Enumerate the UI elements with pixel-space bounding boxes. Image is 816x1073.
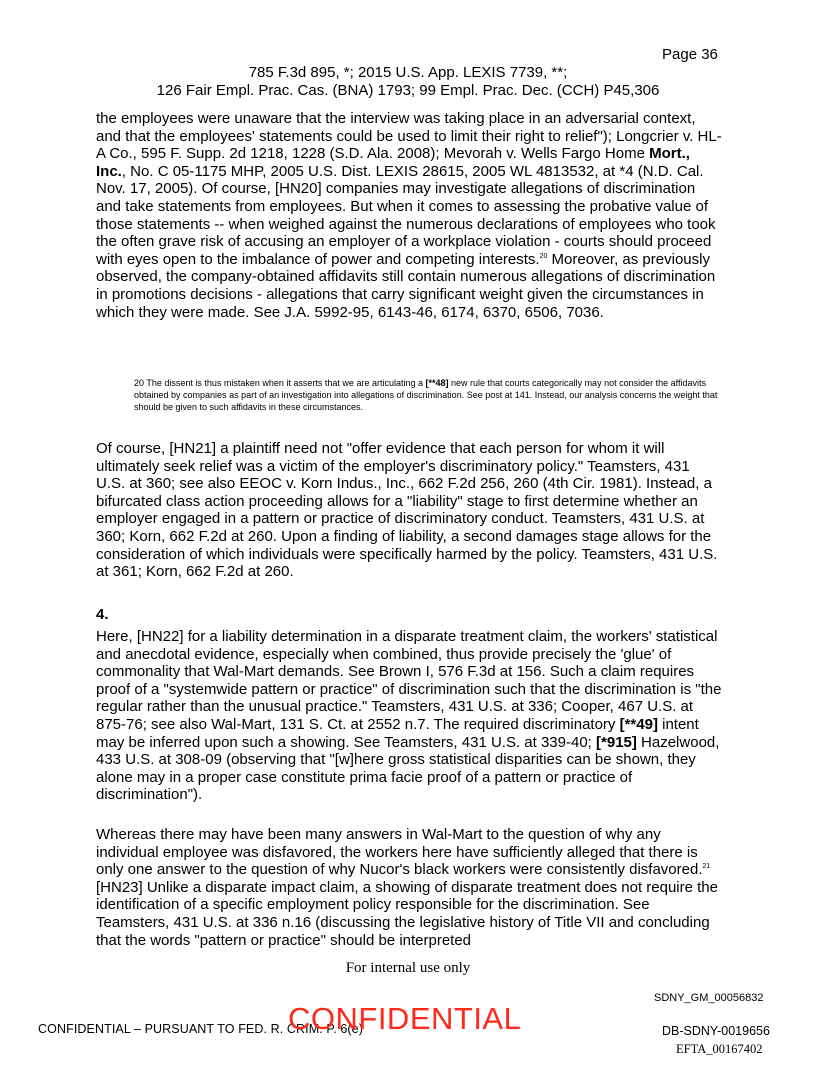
- footnote-20: [134, 377, 720, 413]
- footnote-text-a: 20 The dissent is thus mistaken when it asserts that we are articulating a: [134, 378, 426, 388]
- internal-use-notice: For internal use only: [345, 960, 471, 976]
- paragraph-4: [96, 826, 722, 949]
- star-page-48: [**48]: [425, 378, 449, 388]
- paragraph-4-text-b: [HN23] Unlike a disparate impact claim, a showing of disparate treatment does not require the identification of a specific employment policy responsible for the discrimination. See Teamsters, 431 U.S. at 336 n.16 (discussing the legislative history of Title VII and concluding that the words "pattern or practice" should be interpreted: [96, 878, 718, 949]
- paragraph-1-text-a: the employees were unaware that the interview was taking place in an adversarial context, and that the employees' statements could be used to limit their right to relief"); Longcrier v. HL-A Co., 595 F. Supp. 2d 1218, 1228 (S.D. Ala. 2008); Mevorah v. Wells Fargo Home: [96, 110, 722, 163]
- page-number: Page 36: [662, 46, 718, 63]
- star-page-915: [*915]: [596, 733, 637, 751]
- paragraph-3-text-b: intent may be inferred upon such a showing. See Teamsters, 431 U.S. at 339-40;: [96, 715, 699, 751]
- citation-line-1: 785 F.3d 895, *; 2015 U.S. App. LEXIS 7739, **;: [248, 64, 568, 81]
- footnote-text-b: new rule that courts categorically may not consider the affidavits obtained by companies as part of an investigation into allegations of discrimination. See post at 141. Instead, our analysis concerns the weight that should be given to such affidavits in these circumstances.: [134, 378, 718, 412]
- paragraph-4-text-a: Whereas there may have been many answers in Wal-Mart to the question of why any individual employee was disfavored, the workers here have sufficiently alleged that there is only one answer to the question of why Nucor's black workers were consistently disfavored.: [96, 826, 703, 879]
- bates-number-bottom: DB-SDNY-0019656: [662, 1024, 770, 1038]
- footnote-ref-21[interactable]: 21: [702, 863, 711, 871]
- paragraph-2: [96, 440, 722, 581]
- paragraph-3-text-a: Here, [HN22] for a liability determination in a disparate treatment claim, the workers' statistical and anecdotal evidence, especially when combined, thus provide precisely the 'glue' of commonality that Wal-Mart demands. See Brown I, 576 F.3d at 156. Such a claim requires proof of a "systemwide pattern or practice" of discrimination such that the discrimination is "the regular rather than the unusual practice." Teamsters, 431 U.S. at 336; Cooper, 467 U.S. at 875-76; see also Wal-Mart, 131 S. Ct. at 2552 n.7. The required discriminatory: [96, 628, 722, 733]
- case-name-bold: Mort., Inc.: [96, 145, 690, 180]
- efta-number: EFTA_00167402: [676, 1042, 763, 1056]
- paragraph-1-text-c: Moreover, as previously observed, the company-obtained affidavits still contain numerous allegations of discrimination in promotions decisions - allegations that carry significant weight given the circumstances in which they were made. See J.A. 5992-95, 6143-46, 6174, 6370, 6506, 7036.: [96, 250, 716, 321]
- footnote-ref-20[interactable]: 20: [539, 252, 548, 260]
- confidential-notice: CONFIDENTIAL – PURSUANT TO FED. R. CRIM. P. 6(e): [38, 1022, 363, 1036]
- confidential-stamp: CONFIDENTIAL: [288, 1001, 522, 1036]
- paragraph-3-text-c: Hazelwood, 433 U.S. at 308-09 (observing that "[w]here gross statistical disparities can be shown, they alone may in a proper case constitute prima facie proof of a pattern or practice of discrimination").: [96, 733, 720, 804]
- bates-number-top: SDNY_GM_00056832: [654, 992, 764, 1004]
- section-heading: 4.: [96, 606, 109, 623]
- paragraph-1-text-b: , No. C 05-1175 MHP, 2005 U.S. Dist. LEXIS 28615, 2005 WL 4813532, at *4 (N.D. Cal. Nov. 17, 2005). Of course, [HN20] companies may investigate allegations of discrimination and take statements from employees. But when it comes to assessing the probative value of those statements -- when weighed against the numerous declarations of employees who took the often grave risk of accusing an employer of a workplace violation - courts should proceed with eyes open to the imbalance of power and competing interests.: [96, 162, 716, 268]
- paragraph-2-text: Of course, [HN21] a plaintiff need not "offer evidence that each person for whom it will ultimately seek relief was a victim of the employer's discriminatory policy." Teamsters, 431 U.S. at 360; see also EEOC v. Korn Indus., Inc., 662 F.2d 256, 260 (4th Cir. 1981). Instead, a bifurcated class action proceeding allows for a "liability" stage to first determine whether an employer engaged in a pattern or practice of discriminatory conduct. Teamsters, 431 U.S. at 360; Korn, 662 F.2d at 260. Upon a finding of liability, a second damages stage allows for the consideration of which individuals were specifically harmed by the policy. Teamsters, 431 U.S. at 361; Korn, 662 F.2d at 260.: [96, 440, 718, 581]
- citation-line-2: 126 Fair Empl. Prac. Cas. (BNA) 1793; 99 Empl. Prac. Dec. (CCH) P45,306: [156, 82, 660, 99]
- star-page-49: [**49]: [619, 715, 658, 733]
- paragraph-3: [96, 628, 722, 804]
- paragraph-1: [96, 110, 722, 321]
